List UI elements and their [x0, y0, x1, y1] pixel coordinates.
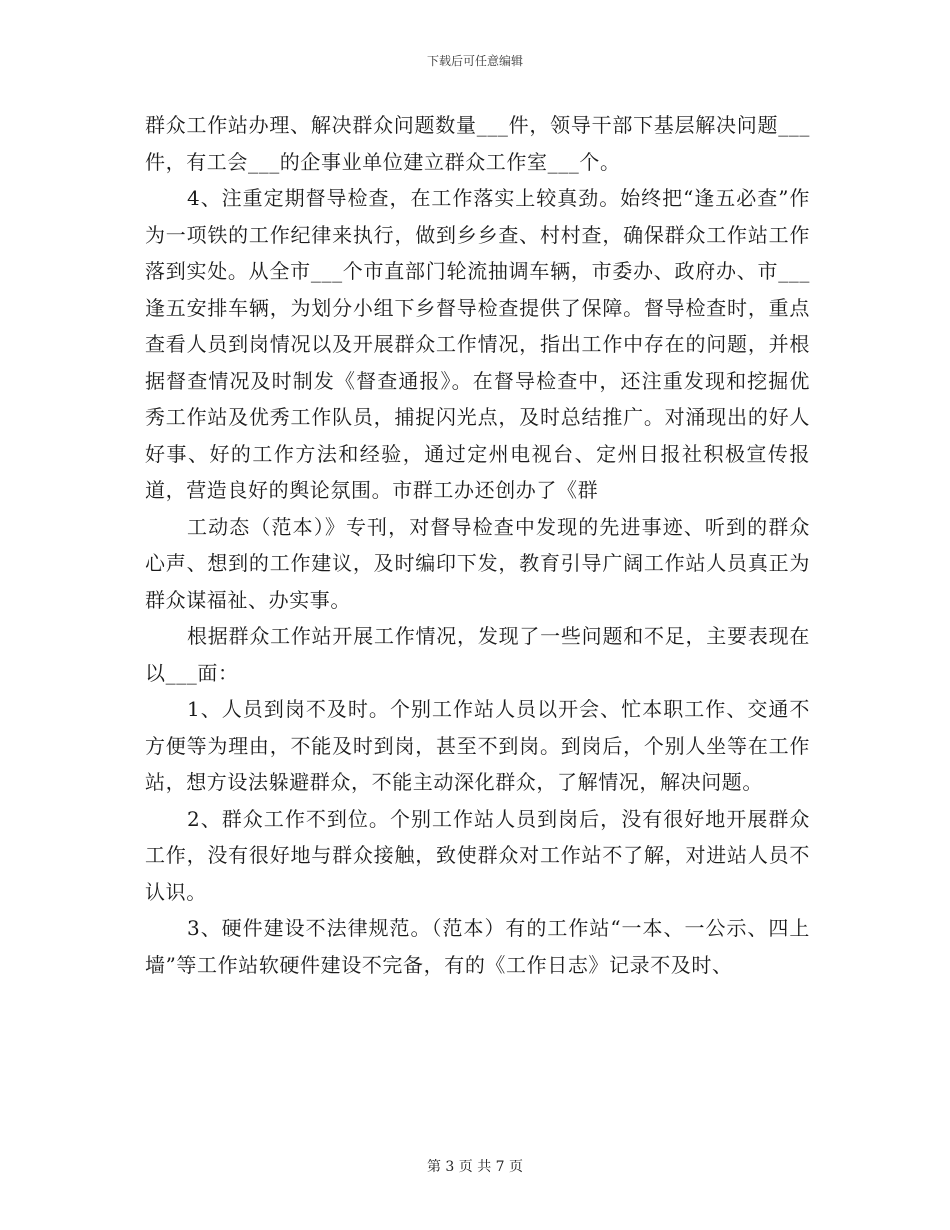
page-footer: 第 3 页 共 7 页 — [426, 1159, 524, 1175]
document-body — [145, 107, 810, 983]
paragraph-3: 工动态（范本）》专刊，对督导检查中发现的先进事迹、听到的群众心声、想到的工作建议，及时编印下发，教育引导广阔工作站人员真正为群众谋福祉、办实事。 — [145, 514, 810, 612]
paragraph-2: 4、注重定期督导检查，在工作落实上较真劲。始终把“逢五必查”作为一项铁的工作纪律来执行，做到乡乡查、村村查，确保群众工作站工作落到实处。从全市___个市直部门轮流抽调车辆，市委办、政府办、市___逢五安排车辆，为划分小组下乡督导检查提供了保障。督导检查时，重点查看人员到岗情况以及开展群众工作情况，指出工作中存在的问题，并根据督查情况及时制发《督查通报》。在督导检查中，还注重发现和挖掘优秀工作站及优秀工作队员，捕捉闪光点，及时总结推广。对涌现出的好人好事、好的工作方法和经验，通过定州电视台、定州日报社积极宣传报道，营造良好的舆论氛围。市群工办还创办了《群 — [145, 186, 810, 502]
paragraph-7: 3、硬件建设不法律规范。（范本）有的工作站“一本、一公示、四上墙”等工作站软硬件建设不完备，有的《工作日志》记录不及时、 — [145, 916, 810, 977]
paragraph-6: 2、群众工作不到位。个别工作站人员到岗后，没有很好地开展群众工作，没有很好地与群众接触，致使群众对工作站不了解，对进站人员不认识。 — [145, 806, 810, 904]
paragraph-5: 1、人员到岗不及时。个别工作站人员以开会、忙本职工作、交通不方便等为理由，不能及时到岗，甚至不到岗。到岗后，个别人坐等在工作站，想方设法躲避群众，不能主动深化群众，了解情况，解决问题。 — [145, 697, 810, 794]
page-header: 下载后可任意编辑 — [426, 54, 523, 68]
paragraph-4: 根据群众工作站开展工作情况，发现了一些问题和不足，主要表现在以___面： — [145, 624, 810, 685]
paragraph-1: 群众工作站办理、解决群众问题数量___件，领导干部下基层解决问题___件，有工会___的企事业单位建立群众工作室___个。 — [145, 113, 810, 174]
